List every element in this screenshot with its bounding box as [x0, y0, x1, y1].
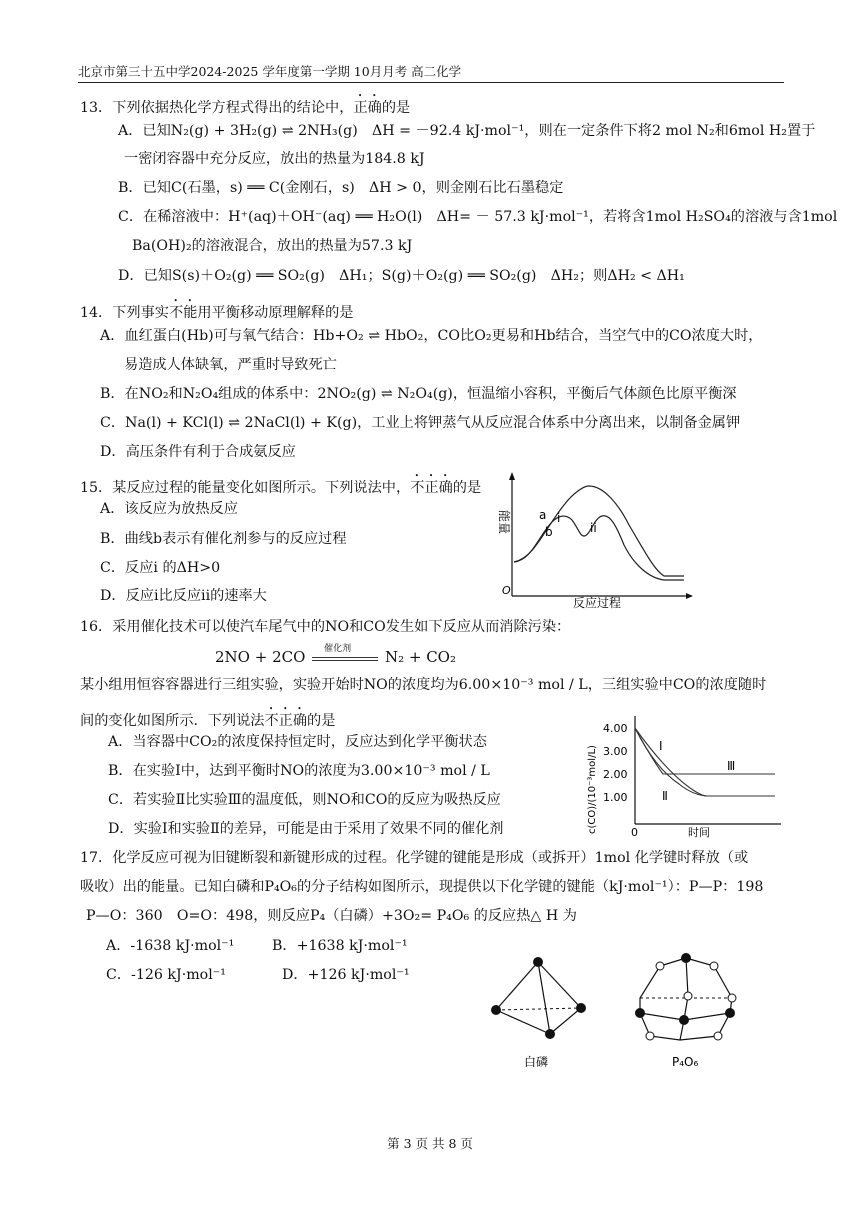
q16-option-c: C．若实验Ⅱ比实验Ⅲ的温度低，则NO和CO的反应为吸热反应 — [108, 792, 501, 808]
q16-ylabel: c(CO)/(10⁻³mol/L) — [587, 745, 598, 834]
p4o6-structure — [622, 948, 752, 1074]
q13-option-a-line2: 一密闭容器中充分反应，放出的热量为184.8 kJ — [124, 151, 425, 167]
p4-label: 白磷 — [524, 1055, 549, 1069]
q13-option-b: B．已知C(石墨，s) ══ C(金刚石，s) ΔH > 0，则金刚石比石墨稳定 — [118, 180, 564, 196]
q16-eq-arrow-line — [312, 657, 378, 661]
page-header: 北京市第三十五中学2024-2025 学年度第一学期 10月月考 高二化学 — [78, 62, 784, 83]
q15-stem — [80, 472, 481, 497]
q13-stem-pre: 13．下列依据热化学方程式得出的结论中， — [80, 100, 354, 116]
p-atom — [491, 1005, 501, 1015]
q15-x-arrow — [686, 593, 693, 599]
q13-stem-emphasis: 正确 — [353, 100, 382, 116]
p4-hidden-bond — [496, 1008, 581, 1010]
q14-stem — [80, 297, 353, 322]
q17-option-d: D．+126 kJ·mol⁻¹ — [282, 967, 410, 983]
q16-setup-emphasis: 不正确 — [264, 713, 308, 729]
q15-option-c: C．反应i 的ΔH>0 — [100, 560, 221, 576]
q15-xlabel: 反应过程 — [573, 596, 622, 610]
q16-concentration-chart — [585, 712, 785, 840]
q15-energy-diagram — [494, 470, 694, 610]
q16-eq-right: N₂ + CO₂ — [384, 648, 456, 666]
q16-equation — [215, 644, 456, 666]
q13-stem-post: 的是 — [381, 100, 411, 116]
page-footer: 第 3 页 共 8 页 — [387, 1136, 473, 1151]
q16-origin: 0 — [631, 826, 638, 839]
q15-curve-a — [514, 486, 684, 576]
q16-tick-300: 3.00 — [603, 745, 628, 758]
p4o6-label: P₄O₆ — [672, 1055, 699, 1069]
q16-curve-II — [635, 728, 775, 796]
q16-curve-III — [635, 728, 707, 796]
p-atom — [681, 953, 691, 963]
q16-eq-arrow — [310, 644, 380, 666]
p-atom — [576, 1003, 586, 1013]
q16-xlabel: 时间 — [688, 826, 710, 839]
q16-label-III: Ⅲ — [727, 759, 736, 773]
q16-setup-line2 — [80, 705, 335, 730]
q13-option-c-line1: C．在稀溶液中：H⁺(aq)＋OH⁻(aq) ══ H₂O(l) ΔH= － 57.3 kJ·mol⁻¹，若将含1mol H₂SO₄的溶液与含1mol — [118, 209, 838, 225]
q13-stem — [80, 92, 410, 117]
q16-label-II: Ⅱ — [662, 789, 668, 803]
q16-option-d: D．实验Ⅰ和实验Ⅱ的差异，可能是由于采用了效果不同的催化剂 — [108, 821, 504, 837]
q14-stem-emphasis: 不能 — [169, 305, 198, 321]
white-phosphorus-structure — [476, 948, 596, 1074]
q15-label-ii: ii — [590, 521, 597, 535]
o-atom — [656, 962, 664, 970]
q15-label-i: i — [557, 511, 561, 525]
q16-tick-400: 4.00 — [603, 722, 628, 735]
q15-option-b: B．曲线b表示有催化剂参与的反应过程 — [100, 531, 347, 547]
q15-stem-post: 的是 — [452, 480, 482, 496]
q15-option-a: A．该反应为放热反应 — [100, 501, 238, 517]
p4o6-bond — [684, 1013, 730, 1020]
q13-option-c-line2: Ba(OH)₂的溶液混合，放出的热量为57.3 kJ — [132, 238, 413, 254]
q17-option-a: A．-1638 kJ·mol⁻¹ — [106, 938, 235, 954]
q15-stem-pre: 15．某反应过程的能量变化如图所示。下列说法中， — [80, 480, 411, 496]
q14-option-c: C．Na(l) + KCl(l) ⇌ 2NaCl(l) + K(g)，工业上将钾蒸气从反应混合体系中分离出来，以制备金属钾 — [100, 415, 741, 431]
p4o6-bond — [640, 1013, 684, 1020]
q17-stem-line1: 17．化学反应可视为旧键断裂和新键形成的过程。化学键的键能是形成（或拆开）1mol 化学键时释放（或 — [80, 850, 749, 866]
q15-label-a: a — [539, 508, 547, 522]
p-atom — [635, 1008, 645, 1018]
q16-setup-post: 的是 — [307, 713, 336, 729]
q13-option-d: D．已知S(s)＋O₂(g) ══ SO₂(g) ΔH₁；S(g)＋O₂(g) ══ SO₂(g) ΔH₂；则ΔH₂ < ΔH₁ — [118, 268, 685, 284]
q15-label-b: b — [545, 525, 553, 539]
q16-setup-line1: 某小组用恒容容器进行三组实验，实验开始时NO的浓度均为6.00×10⁻³ mol / L，三组实验中CO的浓度随时 — [80, 677, 767, 693]
p4o6-bond — [686, 958, 688, 996]
q15-y-arrow — [509, 472, 515, 480]
p-atom — [533, 957, 543, 967]
p-atom — [545, 1029, 555, 1039]
p-atom — [679, 1015, 689, 1025]
q16-setup-pre: 间的变化如图所示．下列说法 — [80, 713, 265, 729]
q17-option-c: C．-126 kJ·mol⁻¹ — [106, 967, 226, 983]
o-atom — [646, 1032, 654, 1040]
q16-tick-200: 2.00 — [603, 768, 628, 781]
q13-option-a-line1: A．已知N₂(g) + 3H₂(g) ⇌ 2NH₃(g) ΔH = －92.4 kJ·mol⁻¹，则在一定条件下将2 mol N₂和6mol H₂置于 — [118, 123, 816, 139]
q15-stem-emphasis: 不正确 — [410, 480, 453, 496]
o-atom — [684, 992, 692, 1000]
q14-stem-pre: 14．下列事实 — [80, 305, 169, 321]
q14-option-a-line2: 易造成人体缺氧，严重时导致死亡 — [124, 357, 337, 373]
q15-origin: O — [502, 584, 511, 597]
p4-bond — [496, 1010, 550, 1034]
p4-bond — [496, 962, 538, 1010]
q16-option-a: A．当容器中CO₂的浓度保持恒定时，反应达到化学平衡状态 — [108, 734, 487, 750]
o-atom — [728, 994, 736, 1002]
p4-bond — [550, 1008, 581, 1034]
q17-stem-line2: 吸收）出的能量。已知白磷和P₄O₆的分子结构如图所示，现提供以下化学键的键能（kJ·mol⁻¹）：P—P：198 — [80, 879, 764, 895]
q16-eq-catalyst: 催化剂 — [324, 644, 352, 654]
q14-option-d: D．高压条件有利于合成氨反应 — [100, 444, 296, 460]
q15-ylabel: 能量 — [497, 510, 511, 535]
q16-curve-I — [635, 728, 775, 774]
q17-option-b: B．+1638 kJ·mol⁻¹ — [272, 938, 408, 954]
q16-tick-100: 1.00 — [603, 791, 628, 804]
q15-curve-b — [514, 516, 684, 580]
q14-stem-post: 用平衡移动原理解释的是 — [197, 305, 354, 321]
q16-option-b: B．在实验Ⅰ中，达到平衡时NO的浓度为3.00×10⁻³ mol / L — [108, 763, 490, 779]
q14-option-b: B．在NO₂和N₂O₄组成的体系中：2NO₂(g) ⇌ N₂O₄(g)，恒温缩小容积，平衡后气体颜色比原平衡深 — [100, 386, 737, 402]
q16-stem: 16．采用催化技术可以使汽车尾气中的NO和CO发生如下反应从而消除污染： — [80, 619, 571, 635]
o-atom — [710, 962, 718, 970]
q15-option-d: D．反应i比反应ii的速率大 — [100, 588, 267, 604]
p-atom — [725, 1008, 735, 1018]
q16-label-I: Ⅰ — [659, 739, 663, 753]
o-atom — [714, 1032, 722, 1040]
q17-stem-line3: P—O：360 O=O：498，则反应P₄（白磷）+3O₂= P₄O₆ 的反应热△ H 为 — [86, 908, 577, 924]
q16-eq-left: 2NO + 2CO — [215, 648, 306, 666]
q14-option-a-line1: A．血红蛋白(Hb)可与氧气结合：Hb+O₂ ⇌ HbO₂，CO比O₂更易和Hb结合，当空气中的CO浓度大时， — [100, 328, 763, 344]
